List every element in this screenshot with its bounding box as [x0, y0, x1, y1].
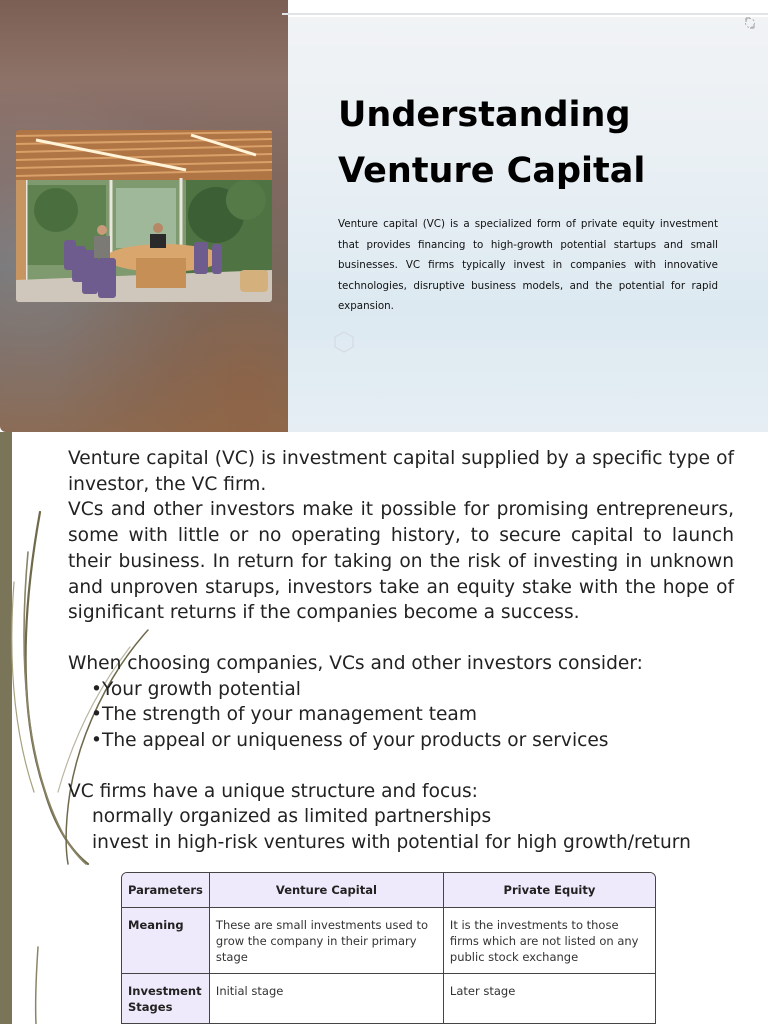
list-item: •Your growth potential	[91, 678, 301, 700]
paragraph-vc-definition: Venture capital (VC) is investment capital supplied by a specific type of investor, the VC firm.	[68, 448, 734, 495]
hexagon-icon	[332, 330, 356, 354]
table-cell: Meaning	[122, 908, 210, 974]
structure-intro: VC firms have a unique structure and focus:	[68, 780, 478, 802]
table-cell: These are small investments used to grow the company in their primary stage	[210, 908, 444, 974]
title-line-1: Understanding	[338, 95, 631, 135]
paragraph-investors: VCs and other investors make it possible for promising entrepreneurs, some with little or no operating history, to secure capital to launch their business. In return for taking on the risk of investing in unknown and unproven starups, investors take an equity stake with the hope of significant returns if the companies become a success.	[68, 499, 734, 624]
table-cell: Initial stage	[210, 974, 444, 1024]
conference-room-photo	[16, 130, 272, 302]
header-parameters: Parameters	[122, 873, 210, 908]
slide-body-text	[68, 446, 734, 856]
table-row	[122, 908, 655, 974]
consider-intro: When choosing companies, VCs and other investors consider:	[68, 652, 643, 674]
table-cell: It is the investments to those firms which are not listed on any public stock exchange	[444, 908, 655, 974]
table-cell: Investment Stages	[122, 974, 210, 1024]
slide-description: Venture capital (VC) is a specialized form of private equity investment that provides financing to high-growth potential startups and small businesses. VC firms typically invest in companies with innovative technologies, disruptive business models, and the potential for rapid expansion.	[338, 218, 718, 313]
list-item: normally organized as limited partnerships	[92, 806, 492, 828]
slide-right-panel	[288, 17, 768, 432]
title-line-2: Venture Capital	[338, 151, 646, 191]
list-item: invest in high-risk ventures with potential for high growth/return	[92, 832, 691, 854]
list-item: •The strength of your management team	[91, 704, 477, 726]
header-private-equity: Private Equity	[444, 873, 655, 908]
expand-icon[interactable]	[743, 16, 757, 30]
slide-title	[338, 87, 718, 199]
table-cell: Later stage	[444, 974, 655, 1024]
header-venture-capital: Venture Capital	[210, 873, 444, 908]
table-row	[122, 974, 655, 1024]
content-slide	[0, 432, 768, 1024]
comparison-table	[121, 872, 656, 1024]
table-header-row	[122, 873, 655, 908]
list-item: •The appeal or uniqueness of your products or services	[91, 730, 609, 752]
title-slide	[0, 0, 768, 432]
